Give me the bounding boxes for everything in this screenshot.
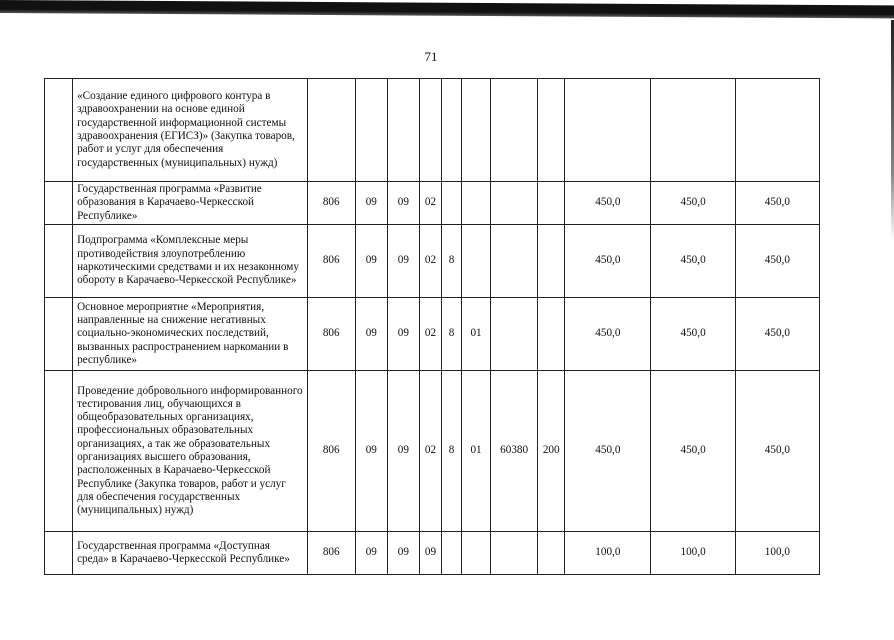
- direction-code-cell: [491, 532, 538, 575]
- program-code-cell: 02: [419, 298, 441, 371]
- section-code-cell: 09: [355, 371, 387, 532]
- event-code-cell: [462, 532, 491, 575]
- row-name-cell: Государственная программа «Развитие образования в Карачаево-Черкесской Республике»: [73, 182, 308, 225]
- subprogram-code-cell: 8: [441, 371, 461, 532]
- event-code-cell: 01: [462, 298, 491, 371]
- expense-type-cell: 200: [538, 371, 565, 532]
- subprogram-code-cell: 8: [441, 225, 461, 298]
- amount-year2-cell: 450,0: [651, 371, 735, 532]
- amount-year1-cell: 450,0: [565, 182, 651, 225]
- program-code-cell: 09: [419, 532, 441, 575]
- ministry-code-cell: 806: [307, 225, 355, 298]
- ministry-code-cell: 806: [307, 298, 355, 371]
- program-code-cell: [419, 79, 441, 182]
- page-number: 71: [424, 49, 438, 64]
- amount-year2-cell: 100,0: [651, 532, 735, 575]
- amount-year2-cell: 450,0: [651, 182, 735, 225]
- subsection-code-cell: 09: [387, 225, 419, 298]
- table-row: [45, 298, 820, 371]
- subprogram-code-cell: [441, 182, 461, 225]
- event-code-cell: 01: [462, 371, 491, 532]
- row-number-cell: [45, 371, 73, 532]
- direction-code-cell: [491, 79, 538, 182]
- program-code-cell: 02: [419, 225, 441, 298]
- ministry-code-cell: 806: [307, 371, 355, 532]
- row-number-cell: [45, 79, 73, 182]
- program-code-cell: 02: [419, 182, 441, 225]
- subsection-code-cell: 09: [387, 298, 419, 371]
- event-code-cell: [462, 182, 491, 225]
- direction-code-cell: 60380: [491, 371, 538, 532]
- subprogram-code-cell: 8: [441, 298, 461, 371]
- ministry-code-cell: 806: [307, 532, 355, 575]
- event-code-cell: [462, 225, 491, 298]
- amount-year1-cell: 450,0: [565, 371, 651, 532]
- scan-border-top: [0, 0, 894, 18]
- amount-year1-cell: 450,0: [565, 298, 651, 371]
- row-number-cell: [45, 225, 73, 298]
- program-code-cell: 02: [419, 371, 441, 532]
- section-code-cell: 09: [355, 225, 387, 298]
- expense-type-cell: [538, 225, 565, 298]
- table-row: [45, 371, 820, 532]
- row-number-cell: [45, 182, 73, 225]
- expense-type-cell: [538, 298, 565, 371]
- expense-type-cell: [538, 182, 565, 225]
- amount-year3-cell: [735, 79, 819, 182]
- subsection-code-cell: [387, 79, 419, 182]
- amount-year1-cell: 450,0: [565, 225, 651, 298]
- table-row: [45, 182, 820, 225]
- amount-year1-cell: 100,0: [565, 532, 651, 575]
- row-name-cell: Проведение добровольного информированного тестирования лиц, обучающихся в общеобразовательных организациях, профессиональных образовательных организациях, а так же образовательных организациях высшего образования, расположенных в Карачаево-Черкесской Республике (Закупка товаров, работ и услуг для обеспечения государственных (муниципальных) нужд): [73, 371, 308, 532]
- row-number-cell: [45, 532, 73, 575]
- row-name-cell: Государственная программа «Доступная среда» в Карачаево-Черкесской Республике»: [73, 532, 308, 575]
- subprogram-code-cell: [441, 532, 461, 575]
- amount-year3-cell: 100,0: [735, 532, 819, 575]
- expense-type-cell: [538, 79, 565, 182]
- row-number-cell: [45, 298, 73, 371]
- direction-code-cell: [491, 225, 538, 298]
- subprogram-code-cell: [441, 79, 461, 182]
- subsection-code-cell: 09: [387, 532, 419, 575]
- table-row: [45, 532, 820, 575]
- ministry-code-cell: [307, 79, 355, 182]
- amount-year2-cell: 450,0: [651, 298, 735, 371]
- row-name-cell: Подпрограмма «Комплексные меры противодействия злоупотреблению наркотическими средствами и их незаконному обороту в Карачаево-Черкесской Республике»: [73, 225, 308, 298]
- row-name-cell: Основное мероприятие «Мероприятия, направленные на снижение негативных социально-экономических последствий, вызванных распространением наркомании в республике»: [73, 298, 308, 371]
- ministry-code-cell: 806: [307, 182, 355, 225]
- section-code-cell: [355, 79, 387, 182]
- amount-year2-cell: [651, 79, 735, 182]
- amount-year3-cell: 450,0: [735, 298, 819, 371]
- amount-year3-cell: 450,0: [735, 182, 819, 225]
- direction-code-cell: [491, 298, 538, 371]
- budget-table: [44, 78, 820, 575]
- table-row: [45, 79, 820, 182]
- direction-code-cell: [491, 182, 538, 225]
- subsection-code-cell: 09: [387, 182, 419, 225]
- row-name-cell: «Создание единого цифрового контура в здравоохранении на основе единой государственной информационной системы здравоохранения (ЕГИСЗ)» (Закупка товаров, работ и услуг для обеспечения государственных (муниципальных) нужд): [73, 79, 308, 182]
- amount-year3-cell: 450,0: [735, 371, 819, 532]
- amount-year1-cell: [565, 79, 651, 182]
- section-code-cell: 09: [355, 182, 387, 225]
- amount-year2-cell: 450,0: [651, 225, 735, 298]
- subsection-code-cell: 09: [387, 371, 419, 532]
- section-code-cell: 09: [355, 298, 387, 371]
- table-row: [45, 225, 820, 298]
- section-code-cell: 09: [355, 532, 387, 575]
- amount-year3-cell: 450,0: [735, 225, 819, 298]
- event-code-cell: [462, 79, 491, 182]
- expense-type-cell: [538, 532, 565, 575]
